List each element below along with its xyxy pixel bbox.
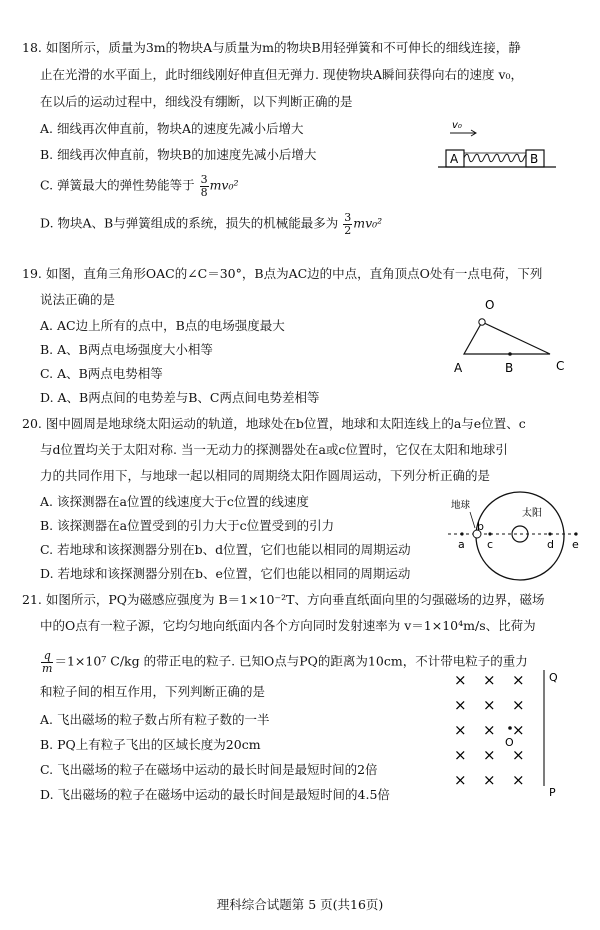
sun-label: 太阳 bbox=[522, 508, 542, 519]
q18-option-c-fraction bbox=[200, 174, 209, 198]
field-cross: × bbox=[454, 671, 467, 689]
q20-option-d: D. 若地球和该探测器分别在b、e位置，它们也能以相同的周期运动 bbox=[40, 566, 411, 581]
earth-pointer bbox=[470, 512, 475, 528]
q20-option-b: B. 该探测器在a位置受到的引力大于c位置受到的引力 bbox=[40, 518, 335, 533]
point-a-label: A bbox=[454, 361, 463, 375]
field-cross: × bbox=[512, 746, 525, 764]
q20-option-a: A. 该探测器在a位置的线速度大于c位置的线速度 bbox=[40, 494, 309, 509]
point-o-label: O bbox=[485, 298, 495, 312]
q18-option-d-text: D. 物块A、B与弹簧组成的系统，损失的机械能最多为 bbox=[40, 215, 339, 231]
q19-option-a: A. AC边上所有的点中，B点的电场强度最大 bbox=[40, 318, 285, 333]
q18-d-numerator: 3 bbox=[344, 211, 352, 224]
ratio-numerator: q bbox=[41, 650, 53, 663]
q18-stem-line-1: 18. 如图所示，质量为3m的物块A与质量为m的物块B用轻弹簧和不可伸长的细线连接，静 bbox=[22, 40, 521, 55]
point-q-label: Q bbox=[549, 671, 558, 684]
q18-c-expression: mv₀² bbox=[209, 177, 239, 193]
q18-stem-line-3: 在以后的运动过程中，细线没有绷断，以下判断正确的是 bbox=[40, 94, 353, 109]
q19-stem-line-1: 19. 如图，直角三角形OAC的∠C＝30°，B点为AC边的中点，直角顶点O处有一点电荷，下列 bbox=[22, 266, 543, 281]
point-d-label: d bbox=[547, 538, 554, 551]
field-cross: × bbox=[512, 771, 525, 789]
q18-option-a: A. 细线再次伸直前，物块A的速度先减小后增大 bbox=[40, 121, 304, 136]
q18-option-d bbox=[40, 212, 382, 236]
field-cross: × bbox=[483, 721, 496, 739]
field-cross: × bbox=[454, 721, 467, 739]
field-cross: × bbox=[454, 696, 467, 714]
block-b-label: B bbox=[530, 152, 539, 166]
velocity-label: v₀ bbox=[452, 120, 462, 131]
q18-spring-blocks-figure bbox=[438, 118, 568, 178]
field-cross: × bbox=[512, 671, 525, 689]
q20-stem-line-3: 力的共同作用下，与地球一起以相同的周期绕太阳作圆周运动，下列分析正确的是 bbox=[40, 468, 491, 483]
earth-label: 地球 bbox=[451, 500, 471, 511]
q21-option-d: D. 飞出磁场的粒子在磁场中运动的最长时间是最短时间的4.5倍 bbox=[40, 787, 390, 802]
q21-magnetic-field-figure bbox=[450, 668, 570, 798]
field-cross: × bbox=[512, 721, 525, 739]
q18-option-d-fraction bbox=[343, 212, 352, 236]
point-a-label: a bbox=[458, 538, 465, 551]
q20-stem-line-1: 20. 图中圆周是地球绕太阳运动的轨道，地球处在b位置，地球和太阳连线上的a与e位置、c bbox=[22, 416, 526, 431]
q21-stem-line-3-text: ＝1×10⁷ C/kg 的带正电的粒子. 已知O点与PQ的距离为10cm，不计带电粒子的重力 bbox=[54, 653, 528, 669]
point-b-label: B bbox=[505, 361, 514, 375]
point-p-label: P bbox=[549, 786, 556, 799]
q21-option-a: A. 飞出磁场的粒子数占所有粒子数的一半 bbox=[40, 712, 270, 727]
field-cross: × bbox=[483, 771, 496, 789]
q21-stem-line-2: 中的O点有一粒子源，它均匀地向纸面内各个方向同时发射速率为 v＝1×10⁴m/s、比荷为 bbox=[40, 618, 536, 633]
q18-c-numerator: 3 bbox=[200, 173, 208, 186]
block-a-label: A bbox=[450, 152, 459, 166]
spring bbox=[464, 154, 529, 162]
q18-stem-line-2: 止在光滑的水平面上，此时细线刚好伸直但无弹力. 现使物块A瞬间获得向右的速度 v₀， bbox=[40, 67, 524, 82]
point-c-label: c bbox=[487, 538, 494, 551]
point-a bbox=[460, 532, 463, 535]
field-crosses bbox=[454, 671, 525, 789]
q20-stem-line-2: 与d位置均关于太阳对称. 当一无动力的探测器处在a或c位置时，它仅在太阳和地球引 bbox=[40, 442, 508, 457]
particle-source-o bbox=[508, 726, 512, 730]
page-footer: 理科综合试题第 5 页(共16页) bbox=[216, 897, 384, 912]
q18-option-c-text: C. 弹簧最大的弹性势能等于 bbox=[40, 177, 195, 193]
q21-option-c: C. 飞出磁场的粒子在磁场中运动的最长时间是最短时间的2倍 bbox=[40, 762, 378, 777]
point-e-label: e bbox=[572, 538, 579, 551]
q19-option-b: B. A、B两点电场强度大小相等 bbox=[40, 342, 213, 357]
q21-stem-line-1: 21. 如图所示，PQ为磁感应强度为 B＝1×10⁻²T、方向垂直纸面向里的匀强磁场的边界，磁场 bbox=[22, 592, 545, 607]
point-d bbox=[548, 532, 551, 535]
q19-triangle-figure bbox=[450, 296, 580, 386]
q19-option-d: D. A、B两点间的电势差与B、C两点间电势差相等 bbox=[40, 390, 320, 405]
point-charge-o bbox=[479, 319, 485, 325]
point-o-label: O bbox=[505, 736, 514, 749]
point-b bbox=[508, 352, 512, 356]
q18-c-denominator: 8 bbox=[200, 185, 208, 199]
field-cross: × bbox=[512, 696, 525, 714]
triangle-oac bbox=[464, 322, 550, 354]
charge-mass-ratio bbox=[41, 650, 53, 674]
point-e bbox=[574, 532, 577, 535]
q18-d-expression: mv₀² bbox=[353, 215, 383, 231]
point-b-label: b bbox=[477, 520, 484, 533]
ratio-denominator: m bbox=[42, 661, 53, 675]
field-cross: × bbox=[454, 771, 467, 789]
q19-stem-line-2: 说法正确的是 bbox=[40, 292, 116, 307]
point-c-label: C bbox=[556, 359, 565, 373]
field-cross: × bbox=[454, 746, 467, 764]
q20-option-c: C. 若地球和该探测器分别在b、d位置，它们也能以相同的周期运动 bbox=[40, 542, 411, 557]
field-cross: × bbox=[483, 671, 496, 689]
point-c bbox=[488, 532, 491, 535]
field-cross: × bbox=[483, 696, 496, 714]
q18-option-b: B. 细线再次伸直前，物块B的加速度先减小后增大 bbox=[40, 147, 317, 162]
q20-orbit-figure bbox=[448, 490, 583, 582]
q19-option-c: C. A、B两点电势相等 bbox=[40, 366, 163, 381]
q21-option-b: B. PQ上有粒子飞出的区域长度为20cm bbox=[40, 737, 261, 752]
q21-stem-line-4: 和粒子间的相互作用，下列判断正确的是 bbox=[40, 684, 266, 699]
field-cross: × bbox=[483, 746, 496, 764]
q18-d-denominator: 2 bbox=[344, 223, 352, 237]
q18-option-c bbox=[40, 174, 239, 198]
